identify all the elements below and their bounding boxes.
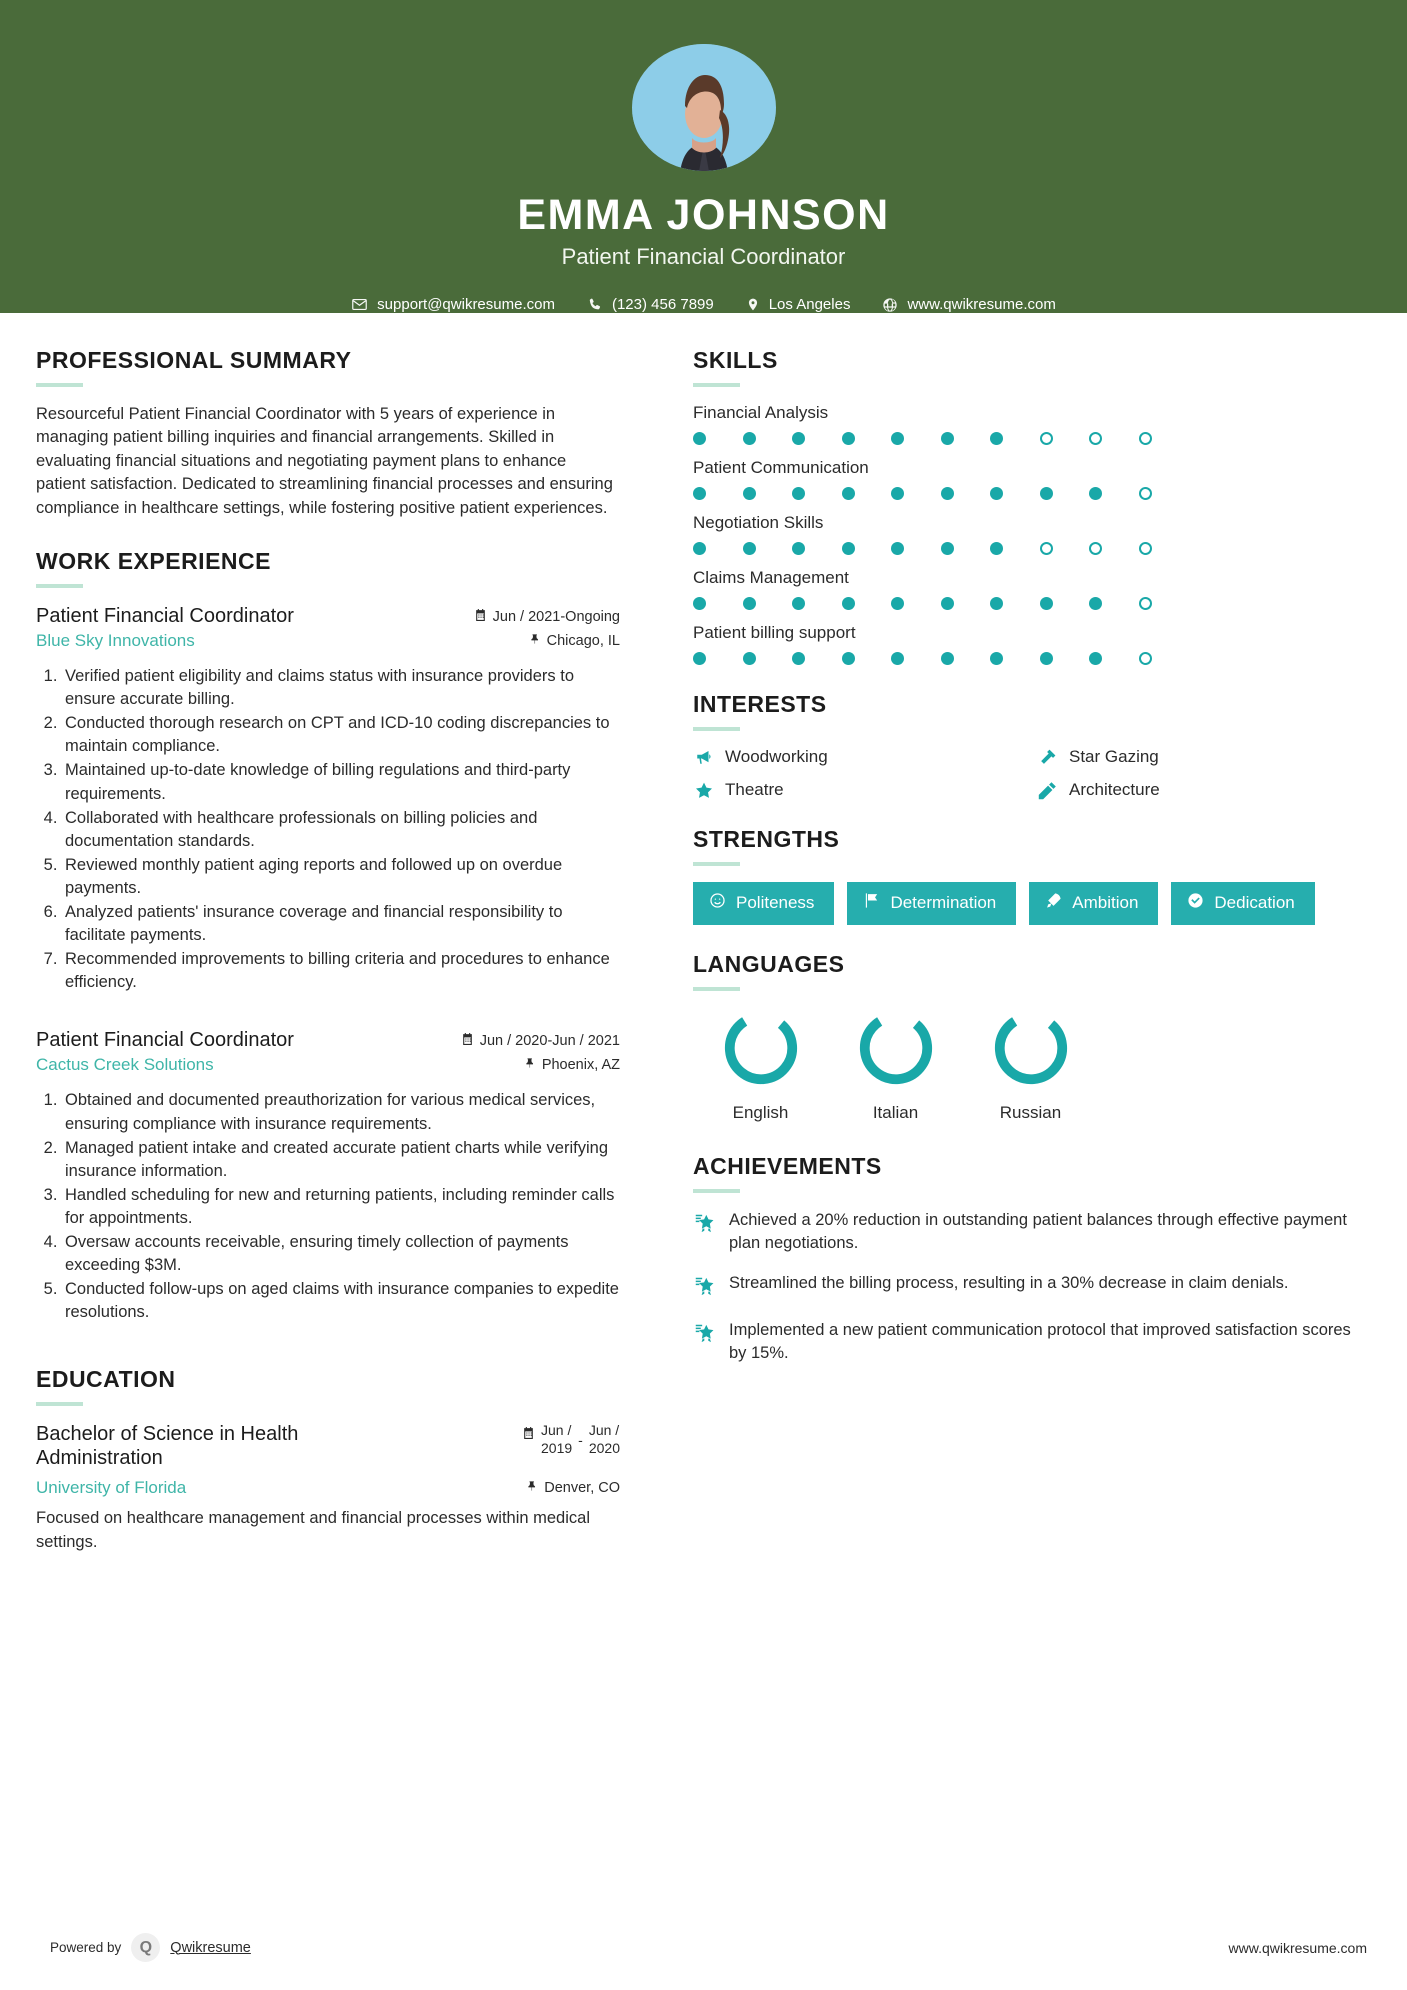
education-location — [527, 1479, 620, 1497]
star-icon — [693, 781, 714, 800]
section-professional-summary — [36, 347, 620, 520]
skill-dot-filled — [891, 652, 904, 665]
achievements-list — [693, 1209, 1371, 1365]
section-interests — [693, 691, 1371, 800]
page-footer — [0, 1933, 1407, 1962]
skill-dot-empty — [1139, 597, 1152, 610]
work-entry-header — [36, 1028, 620, 1052]
skill-dot-filled — [792, 487, 805, 500]
skill-dot-filled — [792, 652, 805, 665]
skill-dot-filled — [1089, 652, 1102, 665]
skill-rating — [693, 542, 1371, 555]
skill-dot-filled — [1089, 487, 1102, 500]
contact-phone-text: (123) 456 7899 — [611, 296, 714, 313]
strength-label: Politeness — [736, 893, 815, 912]
calendar-icon — [522, 1426, 535, 1443]
work-bullet: 4. Oversaw accounts receivable, ensuring timely collection of payments exceeding $3M. — [62, 1231, 620, 1277]
skill-dot-filled — [743, 542, 756, 555]
section-heading-skills: SKILLS — [693, 347, 778, 373]
work-company: Blue Sky Innovations — [36, 631, 195, 651]
contact-website-text: www.qwikresume.com — [907, 296, 1056, 313]
skill-row — [693, 623, 1371, 665]
skill-dot-filled — [743, 432, 756, 445]
skill-dot-filled — [990, 542, 1003, 555]
work-entry-subheader — [36, 1055, 620, 1075]
achievement-text: Implemented a new patient communication protocol that improved satisfaction scores by 15%. — [729, 1321, 1351, 1363]
strengths-list — [693, 882, 1371, 925]
skill-dot-empty — [1040, 432, 1053, 445]
skill-dot-filled — [693, 597, 706, 610]
work-dates-text: Jun / 2021-Ongoing — [492, 609, 620, 626]
section-strengths — [693, 826, 1371, 925]
language-progress-ring — [857, 1009, 935, 1087]
work-role: Patient Financial Coordinator — [36, 605, 294, 628]
section-heading-achievements: ACHIEVEMENTS — [693, 1153, 882, 1179]
skill-label: Negotiation Skills — [693, 513, 824, 532]
skill-dot-filled — [842, 597, 855, 610]
skill-dot-filled — [941, 487, 954, 500]
work-bullet: 2. Conducted thorough research on CPT and ICD-10 coding discrepancies to maintain compliance. — [62, 712, 620, 758]
section-rule — [693, 862, 740, 866]
work-bullet: 1. Obtained and documented preauthorization for various medical services, ensuring compliance with insurance requirements. — [62, 1089, 620, 1135]
education-end-date — [589, 1422, 620, 1457]
work-location — [530, 632, 620, 650]
strength-chip-ambition — [1029, 882, 1158, 925]
language-label: Russian — [999, 1103, 1062, 1122]
work-bullet: 5. Reviewed monthly patient aging reports and followed up on overdue payments. — [62, 854, 620, 900]
work-location-text: Chicago, IL — [546, 633, 620, 650]
skill-dot-filled — [842, 542, 855, 555]
education-start-date — [541, 1422, 572, 1457]
achievement-item — [693, 1319, 1371, 1365]
skill-dot-empty — [1040, 542, 1053, 555]
work-bullet: 1. Verified patient eligibility and claims status with insurance providers to ensure accurate billing. — [62, 665, 620, 711]
rocket-icon — [1045, 892, 1062, 914]
contact-email-text: support@qwikresume.com — [377, 296, 555, 313]
education-entry-subheader — [36, 1478, 620, 1498]
interest-item — [1037, 780, 1371, 800]
education-dates — [522, 1422, 620, 1457]
right-column — [660, 313, 1407, 1562]
skill-dot-filled — [990, 432, 1003, 445]
page-title: EMMA JOHNSON — [517, 190, 890, 239]
skill-dot-filled — [842, 487, 855, 500]
strength-label: Ambition — [1072, 893, 1139, 912]
work-location-text: Phoenix, AZ — [541, 1057, 620, 1074]
language-label: Italian — [872, 1103, 919, 1122]
phone-icon — [587, 297, 603, 313]
left-column — [0, 313, 660, 1562]
map-pin-icon — [746, 296, 760, 313]
work-entry — [36, 1028, 620, 1324]
section-heading-work: WORK EXPERIENCE — [36, 548, 271, 575]
pin-icon — [525, 1056, 536, 1074]
skill-rating — [693, 487, 1371, 500]
work-bullet: 3. Handled scheduling for new and returning patients, including reminder calls for appointments. — [62, 1184, 620, 1230]
work-entry-header — [36, 604, 620, 628]
pin-icon — [530, 632, 541, 650]
contact-website[interactable] — [882, 296, 1055, 313]
education-end-year: 2020 — [588, 1439, 620, 1456]
skill-dot-filled — [743, 652, 756, 665]
work-bullets — [36, 1089, 620, 1324]
powered-by — [50, 1933, 251, 1962]
section-heading-interests: INTERESTS — [693, 691, 827, 717]
education-start-month: Jun / — [541, 1422, 572, 1439]
work-bullet: 3. Maintained up-to-date knowledge of billing regulations and third-party requirements. — [62, 759, 620, 805]
calendar-icon — [461, 1032, 474, 1050]
skill-dot-filled — [941, 652, 954, 665]
summary-text: Resourceful Patient Financial Coordinator with 5 years of experience in managing patient billing inquiries and financial arrangements. Skilled in evaluating financial situations and negotiating payment plans to enhance patient satisfaction. Dedicated to streamlining financial processes and ensuring compliance in healthcare settings, while fostering positive patient experiences. — [36, 405, 613, 517]
check-circle-icon — [1187, 892, 1204, 914]
section-rule — [36, 1402, 83, 1406]
work-location — [525, 1056, 620, 1074]
strength-chip-determination — [847, 882, 1016, 925]
work-entry-subheader — [36, 631, 620, 651]
skill-dot-filled — [842, 652, 855, 665]
contact-location — [746, 296, 851, 313]
language-item — [828, 1009, 963, 1123]
skill-dot-empty — [1139, 487, 1152, 500]
skill-row — [693, 513, 1371, 555]
skill-dot-filled — [693, 432, 706, 445]
achievement-text: Streamlined the billing process, resulting in a 30% decrease in claim denials. — [729, 1274, 1289, 1293]
interest-item — [693, 747, 1027, 767]
skill-dot-empty — [1139, 432, 1152, 445]
powered-by-label: Powered by — [50, 1940, 122, 1955]
contact-email[interactable] — [351, 296, 555, 313]
avatar — [632, 44, 776, 171]
skill-dot-filled — [1040, 597, 1053, 610]
skill-dot-filled — [792, 597, 805, 610]
section-rule — [693, 383, 740, 387]
languages-list — [693, 1009, 1371, 1123]
education-end-month: Jun / — [588, 1422, 620, 1439]
badge-star-icon — [693, 1275, 715, 1302]
skill-dot-filled — [941, 432, 954, 445]
skill-dot-filled — [1089, 597, 1102, 610]
pencil-ruler-icon — [1037, 781, 1058, 800]
hammer-icon — [1037, 748, 1058, 767]
skill-dot-filled — [743, 487, 756, 500]
skill-rating — [693, 432, 1371, 445]
skill-row — [693, 568, 1371, 610]
qwikresume-brand-link[interactable]: Qwikresume — [170, 1939, 251, 1956]
date-separator: - — [578, 1431, 583, 1448]
education-school: University of Florida — [36, 1478, 187, 1498]
skill-dot-filled — [941, 542, 954, 555]
section-rule — [693, 727, 740, 731]
section-heading-languages: LANGUAGES — [693, 951, 845, 977]
contact-row — [351, 296, 1056, 313]
skill-label: Claims Management — [693, 568, 849, 587]
section-rule — [693, 987, 740, 991]
skill-row — [693, 458, 1371, 500]
work-company: Cactus Creek Solutions — [36, 1055, 214, 1075]
section-education — [36, 1366, 620, 1554]
section-work-experience — [36, 548, 620, 1324]
work-dates — [461, 1032, 620, 1050]
interest-label: Star Gazing — [1069, 747, 1159, 766]
footer-url[interactable]: www.qwikresume.com — [1228, 1939, 1367, 1956]
section-heading-education: EDUCATION — [36, 1366, 176, 1393]
resume-body — [0, 313, 1407, 1562]
skill-dot-filled — [990, 597, 1003, 610]
section-rule — [693, 1189, 740, 1193]
language-label: English — [732, 1103, 789, 1122]
strength-label: Dedication — [1214, 893, 1295, 912]
work-bullet: 2. Managed patient intake and created accurate patient charts while verifying insurance information. — [62, 1137, 620, 1183]
resume-header — [0, 0, 1407, 313]
skill-dot-empty — [1139, 652, 1152, 665]
work-bullet: 6. Analyzed patients' insurance coverage and financial responsibility to facilitate payments. — [62, 901, 620, 947]
skill-row — [693, 403, 1371, 445]
smiley-icon — [709, 892, 726, 914]
strength-chip-dedication — [1171, 882, 1314, 925]
qwikresume-logo-icon: Q — [131, 1933, 160, 1962]
skill-dot-filled — [990, 652, 1003, 665]
section-heading-strengths: STRENGTHS — [693, 826, 840, 852]
calendar-icon — [474, 608, 487, 626]
education-entry-header — [36, 1422, 620, 1470]
skill-dot-filled — [891, 542, 904, 555]
interests-grid — [693, 747, 1371, 800]
work-bullet: 4. Collaborated with healthcare professionals on billing policies and documentation standards. — [62, 807, 620, 853]
skill-label: Financial Analysis — [693, 403, 829, 422]
section-heading-summary: PROFESSIONAL SUMMARY — [36, 347, 352, 373]
skill-dot-filled — [1040, 487, 1053, 500]
skill-dot-filled — [891, 487, 904, 500]
skill-dot-filled — [743, 597, 756, 610]
interest-label: Architecture — [1069, 780, 1160, 799]
language-item — [693, 1009, 828, 1123]
interest-item — [1037, 747, 1371, 767]
skill-label: Patient Communication — [693, 458, 869, 477]
skill-dot-filled — [842, 432, 855, 445]
work-bullet: 7. Recommended improvements to billing criteria and procedures to enhance efficiency. — [62, 948, 620, 994]
section-languages — [693, 951, 1371, 1123]
skill-dot-filled — [1040, 652, 1053, 665]
skill-label: Patient billing support — [693, 623, 856, 642]
achievement-item — [693, 1272, 1371, 1302]
globe-icon — [882, 297, 898, 313]
skill-dot-filled — [693, 542, 706, 555]
work-bullet: 5. Conducted follow-ups on aged claims with insurance companies to expedite resolutions. — [62, 1278, 620, 1324]
achievement-item — [693, 1209, 1371, 1255]
contact-location-text: Los Angeles — [768, 296, 851, 313]
education-degree: Bachelor of Science in Health Administration — [36, 1423, 299, 1470]
section-skills — [693, 347, 1371, 665]
interest-item — [693, 780, 1027, 800]
badge-star-icon — [693, 1212, 715, 1239]
skill-rating — [693, 652, 1371, 665]
strength-label: Determination — [890, 893, 997, 912]
work-dates-text: Jun / 2020-Jun / 2021 — [479, 1033, 620, 1050]
interest-label: Theatre — [725, 780, 784, 799]
work-dates — [474, 608, 620, 626]
header-job-title: Patient Financial Coordinator — [561, 244, 846, 269]
language-item — [963, 1009, 1098, 1123]
skill-dot-filled — [891, 597, 904, 610]
education-description: Focused on healthcare management and financial processes within medical settings. — [36, 1509, 590, 1551]
skill-dot-filled — [792, 542, 805, 555]
flag-icon — [863, 892, 880, 914]
megaphone-icon — [693, 748, 714, 766]
skill-dot-filled — [891, 432, 904, 445]
work-bullets — [36, 665, 620, 994]
skill-dot-filled — [941, 597, 954, 610]
skill-dot-filled — [990, 487, 1003, 500]
skill-dot-empty — [1089, 432, 1102, 445]
envelope-icon — [351, 296, 368, 313]
pin-icon — [527, 1479, 538, 1497]
education-start-year: 2019 — [541, 1439, 573, 1456]
badge-star-icon — [693, 1322, 715, 1349]
work-entry — [36, 604, 620, 994]
education-location-text: Denver, CO — [544, 1480, 620, 1497]
education-entry — [36, 1422, 620, 1554]
skill-dot-filled — [693, 487, 706, 500]
language-progress-ring — [722, 1009, 800, 1087]
section-rule — [36, 383, 83, 387]
skill-dot-filled — [693, 652, 706, 665]
achievement-text: Achieved a 20% reduction in outstanding patient balances through effective payment plan negotiations. — [729, 1211, 1347, 1253]
skill-rating — [693, 597, 1371, 610]
work-role: Patient Financial Coordinator — [36, 1029, 294, 1052]
skill-dot-empty — [1089, 542, 1102, 555]
skill-dot-filled — [792, 432, 805, 445]
skills-list — [693, 403, 1371, 665]
contact-phone[interactable] — [587, 296, 714, 313]
section-rule — [36, 584, 83, 588]
strength-chip-politeness — [693, 882, 834, 925]
skill-dot-empty — [1139, 542, 1152, 555]
language-progress-ring — [992, 1009, 1070, 1087]
interest-label: Woodworking — [725, 747, 828, 766]
section-achievements — [693, 1153, 1371, 1365]
